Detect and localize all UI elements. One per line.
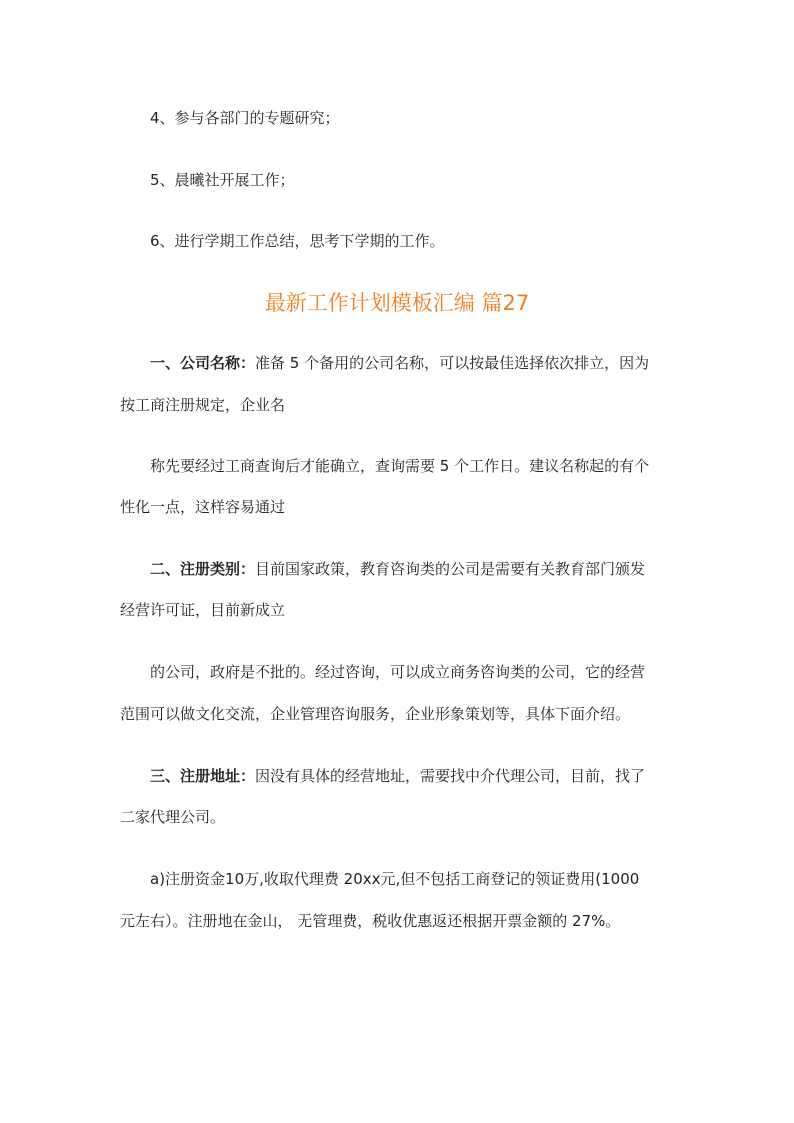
registration-address-label: 三、注册地址： <box>150 767 256 785</box>
registration-address-paragraph-line1 <box>150 766 680 786</box>
option-a-paragraph-line1: a)注册资金10万,收取代理费 20xx元,但不包括工商登记的领证费用(1000 <box>150 870 640 888</box>
registration-address-paragraph-line2: 二家代理公司。 <box>120 808 226 826</box>
company-name-paragraph-line2: 按工商注册规定，企业名 <box>120 396 286 414</box>
list-item-5: 5、晨曦社开展工作； <box>150 171 295 189</box>
registration-type-text: 目前国家政策，教育咨询类的公司是需要有关教育部门颁发 <box>255 560 646 578</box>
list-item-6: 6、进行学期工作总结，思考下学期的工作。 <box>150 232 445 250</box>
option-a-paragraph-line2: 元左右）。注册地在金山， 无管理费，税收优惠返还根据开票金额的 27%。 <box>120 912 621 930</box>
registration-type-paragraph-line2: 经营许可证，目前新成立 <box>120 601 286 619</box>
registration-type-paragraph-line4: 范围可以做文化交流，企业管理咨询服务，企业形象策划等，具体下面介绍。 <box>120 705 631 723</box>
company-name-paragraph-line4: 性化一点，这样容易通过 <box>120 498 286 516</box>
registration-address-text: 因没有具体的经营地址，需要找中介代理公司，目前，找了 <box>255 767 646 785</box>
registration-type-paragraph-line1 <box>150 559 680 579</box>
registration-type-paragraph-line3: 的公司，政府是不批的。经过咨询，可以成立商务咨询类的公司，它的经营 <box>150 663 646 681</box>
company-name-paragraph-line1 <box>150 353 680 373</box>
list-item-4: 4、参与各部门的专题研究； <box>150 109 340 127</box>
section-heading: 最新工作计划模板汇编 篇27 <box>264 291 530 315</box>
company-name-text: 准备 5 个备用的公司名称，可以按最佳选择依次排立，因为 <box>255 354 650 372</box>
registration-type-label: 二、注册类别： <box>150 560 256 578</box>
company-name-label: 一、公司名称： <box>150 354 256 372</box>
company-name-paragraph-line3: 称先要经过工商查询后才能确立，查询需要 5 个工作日。建议名称起的有个 <box>150 457 650 475</box>
